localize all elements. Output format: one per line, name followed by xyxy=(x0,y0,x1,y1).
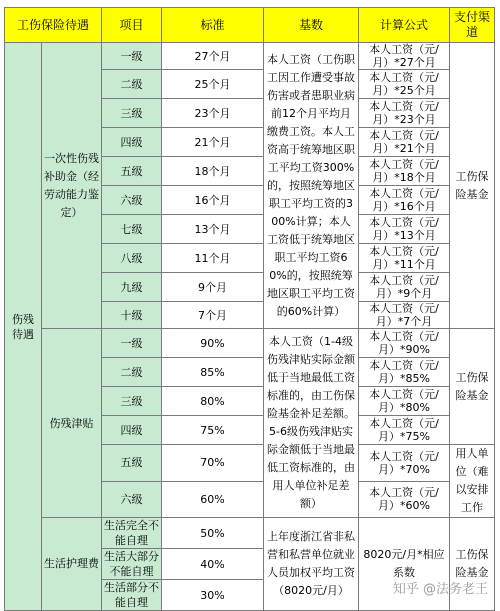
nursing-label: 生活护理费 xyxy=(42,518,102,611)
formula-cell: 本人工资（元/月）*60% xyxy=(359,481,450,518)
formula-cell: 本人工资（元/月）*13个月 xyxy=(359,215,450,244)
grade-cell: 八级 xyxy=(102,244,162,273)
header-base: 基数 xyxy=(264,8,359,43)
standard-cell: 40% xyxy=(162,549,264,580)
formula-cell: 本人工资（元/月）*18个月 xyxy=(359,157,450,186)
grade-cell: 一级 xyxy=(102,329,162,358)
nursing-channel: 工伤保险基金 xyxy=(450,518,495,611)
header-category: 工伤保险待遇 xyxy=(5,8,102,43)
category-label: 伤残待遇 xyxy=(5,43,42,611)
grade-cell: 六级 xyxy=(102,481,162,518)
grade-cell: 一级 xyxy=(102,43,162,70)
standard-cell: 90% xyxy=(162,329,264,358)
standard-cell: 70% xyxy=(162,445,264,482)
standard-cell: 50% xyxy=(162,518,264,549)
header-item: 项目 xyxy=(102,8,162,43)
grade-cell: 生活大部分不能自理 xyxy=(102,549,162,580)
formula-cell: 本人工资（元/月）*7个月 xyxy=(359,302,450,329)
grade-cell: 四级 xyxy=(102,416,162,445)
standard-cell: 27个月 xyxy=(162,43,264,70)
allowance-label: 伤残津贴 xyxy=(42,329,102,518)
formula-cell: 本人工资（元/月）*11个月 xyxy=(359,244,450,273)
grade-cell: 六级 xyxy=(102,186,162,215)
nursing-formula: 8020元/月*相应系数 xyxy=(359,518,450,611)
grade-cell: 四级 xyxy=(102,128,162,157)
standard-cell: 80% xyxy=(162,387,264,416)
table-row xyxy=(5,43,495,70)
standard-cell: 21个月 xyxy=(162,128,264,157)
standard-cell: 13个月 xyxy=(162,215,264,244)
header-channel: 支付渠道 xyxy=(450,8,495,43)
standard-cell: 18个月 xyxy=(162,157,264,186)
injury-benefits-table xyxy=(4,7,495,611)
formula-cell: 本人工资（元/月）*16个月 xyxy=(359,186,450,215)
nursing-base: 上年度浙江省非私营和私营单位就业人员加权平均工资（8020元/月） xyxy=(264,518,359,611)
grade-cell: 五级 xyxy=(102,445,162,482)
standard-cell: 11个月 xyxy=(162,244,264,273)
lump-sum-channel: 工伤保险基金 xyxy=(450,43,495,329)
grade-cell: 七级 xyxy=(102,215,162,244)
formula-cell: 本人工资（元/月）*70% xyxy=(359,445,450,482)
grade-cell: 十级 xyxy=(102,302,162,329)
formula-cell: 本人工资（元/月）*23个月 xyxy=(359,99,450,128)
standard-cell: 30% xyxy=(162,580,264,611)
grade-cell: 三级 xyxy=(102,99,162,128)
lump-sum-label: 一次性伤残补助金（经劳动能力鉴定） xyxy=(42,43,102,329)
formula-cell: 本人工资（元/月）*25个月 xyxy=(359,70,450,99)
grade-cell: 三级 xyxy=(102,387,162,416)
watermark: 知乎 @法务老王 xyxy=(392,582,488,597)
standard-cell: 85% xyxy=(162,358,264,387)
allowance-base: 本人工资（1-4级伤残津贴实际金额低于当地最低工资标准的，由工伤保险基金补足差额。5-6级伤残津贴实际金额低于当地最低工资标准的，由用人单位补足差额） xyxy=(264,329,359,518)
formula-cell: 本人工资（元/月）*90% xyxy=(359,329,450,358)
table-row xyxy=(5,518,495,549)
formula-cell: 本人工资（元/月）*80% xyxy=(359,387,450,416)
allowance-channel-employer: 用人单位（难以安排工作 xyxy=(450,445,495,518)
formula-cell: 本人工资（元/月）*9个月 xyxy=(359,273,450,302)
header-standard: 标准 xyxy=(162,8,264,43)
standard-cell: 60% xyxy=(162,481,264,518)
formula-cell: 本人工资（元/月）*85% xyxy=(359,358,450,387)
formula-cell: 本人工资（元/月）*21个月 xyxy=(359,128,450,157)
lump-sum-base: 本人工资（工伤职工因工作遭受事故伤害或者患职业病前12个月平均月缴费工资。本人工资高于统筹地区职工平均工资300%的，按照统筹地区职工平均工资的300%计算；本人工资低于统筹地区职工平均工资60%的，按照统筹地区职工平均工资的60%计算） xyxy=(264,43,359,329)
grade-cell: 生活完全不能自理 xyxy=(102,518,162,549)
standard-cell: 23个月 xyxy=(162,99,264,128)
standard-cell: 9个月 xyxy=(162,273,264,302)
standard-cell: 7个月 xyxy=(162,302,264,329)
standard-cell: 25个月 xyxy=(162,70,264,99)
standard-cell: 16个月 xyxy=(162,186,264,215)
grade-cell: 生活部分不能自理 xyxy=(102,580,162,611)
allowance-channel-fund: 工伤保险基金 xyxy=(450,329,495,445)
grade-cell: 五级 xyxy=(102,157,162,186)
table-row xyxy=(5,329,495,358)
header-row xyxy=(5,8,495,43)
grade-cell: 二级 xyxy=(102,358,162,387)
formula-cell: 本人工资（元/月）*27个月 xyxy=(359,43,450,70)
grade-cell: 九级 xyxy=(102,273,162,302)
formula-cell: 本人工资（元/月）*75% xyxy=(359,416,450,445)
header-formula: 计算公式 xyxy=(359,8,450,43)
standard-cell: 75% xyxy=(162,416,264,445)
grade-cell: 二级 xyxy=(102,70,162,99)
